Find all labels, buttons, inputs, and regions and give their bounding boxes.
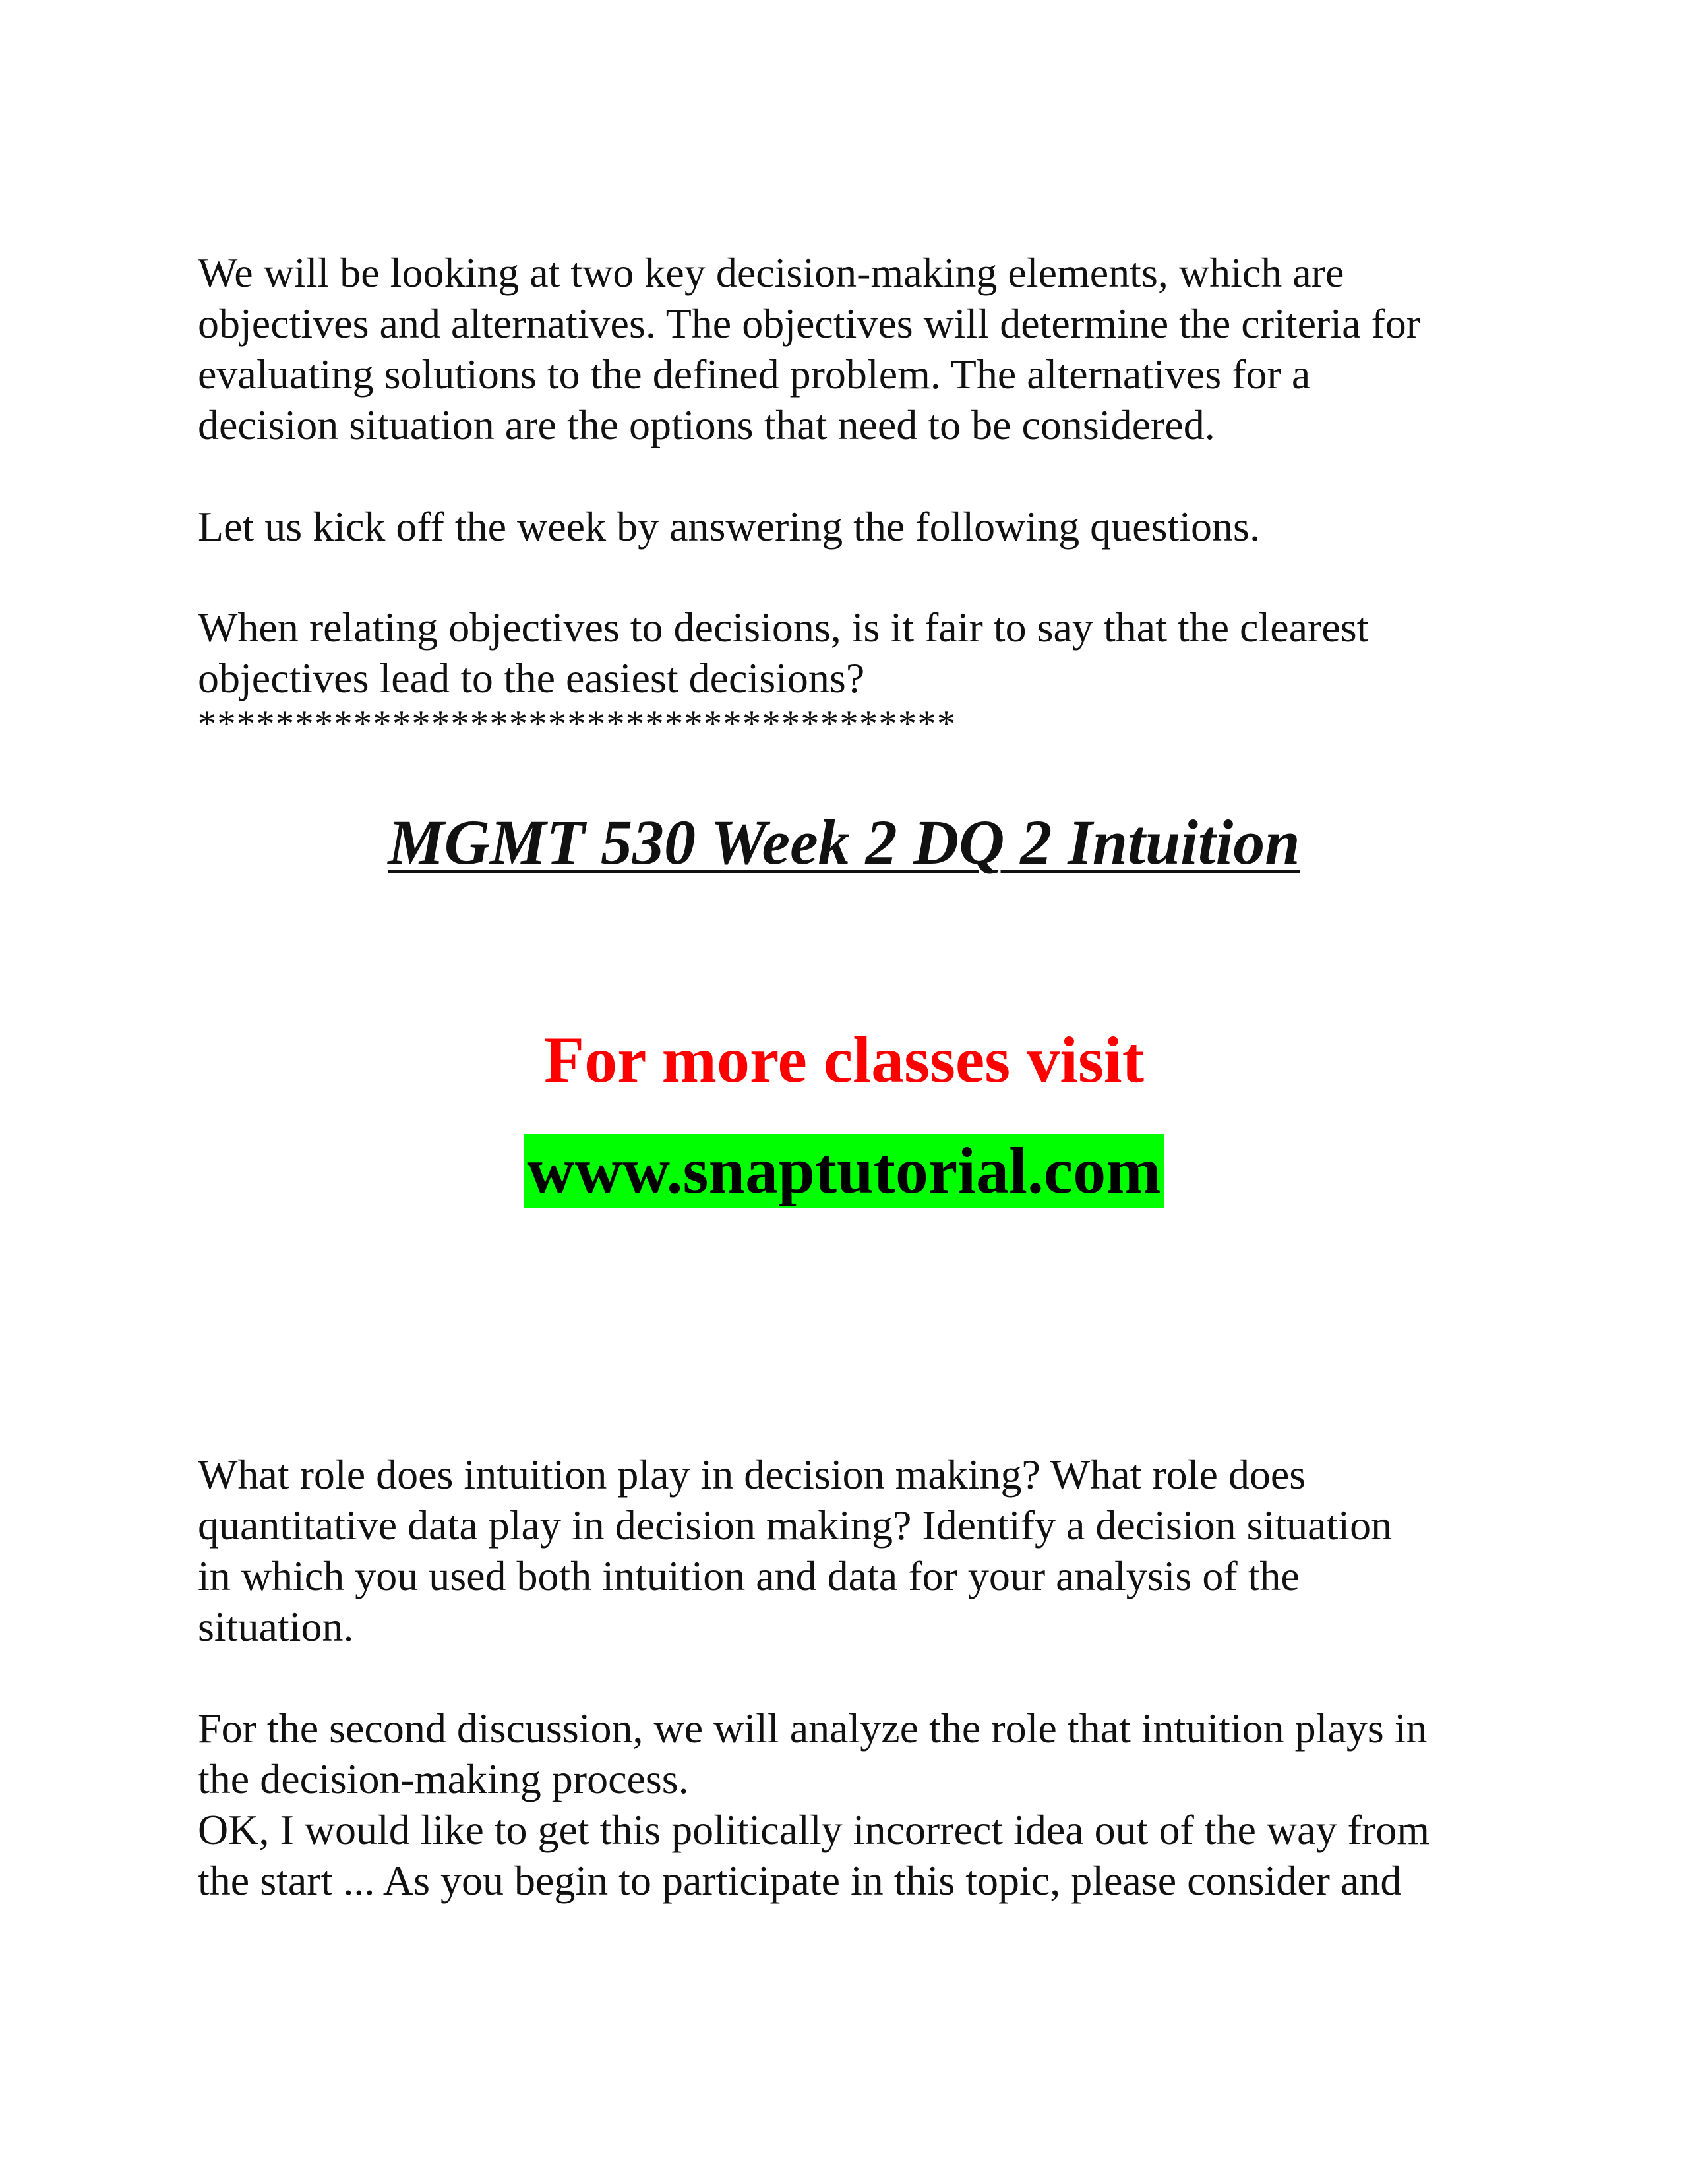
promo-link[interactable]: www.snaptutorial.com bbox=[524, 1134, 1163, 1208]
separator-line: *************************************** bbox=[198, 703, 957, 744]
question-paragraph: When relating objectives to decisions, is it fair to say that the clearest objectives lead to the easiest decisions? bbox=[198, 604, 1369, 701]
kickoff-line: Let us kick off the week by answering the following questions. bbox=[198, 503, 1260, 550]
intuition-paragraph: What role does intuition play in decision making? What role does quantitative data play in decision making? Identify a decision situation in which you used both intuition and data for your analysis of the situation. bbox=[198, 1451, 1393, 1650]
intro-paragraph: We will be looking at two key decision-making elements, which are objectives and alternatives. The objectives will determine the criteria for evaluating solutions to the defined problem. The alternatives for a decision situation are the options that need to be considered. bbox=[198, 249, 1421, 448]
promo-text: For more classes visit bbox=[543, 1023, 1144, 1096]
closing-paragraph: OK, I would like to get this politically incorrect idea out of the way from the start ... As you begin to participate in this topic, please consider and bbox=[198, 1806, 1430, 1904]
document-title: MGMT 530 Week 2 DQ 2 Intuition bbox=[388, 807, 1300, 877]
discussion-paragraph: For the second discussion, we will analyze the role that intuition plays in the decision-making process. bbox=[198, 1705, 1428, 1802]
promo-link-container bbox=[0, 1134, 1688, 1208]
